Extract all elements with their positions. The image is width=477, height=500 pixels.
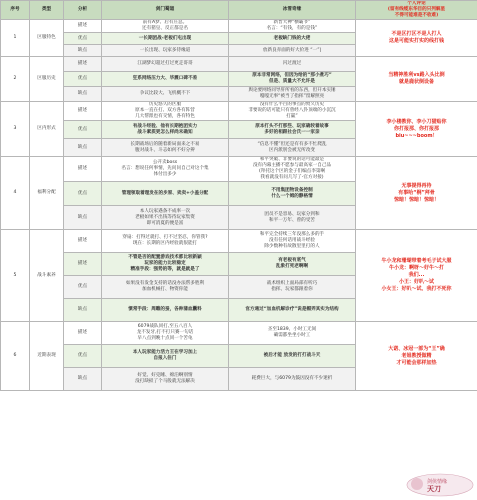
aspect-cell: 描述 xyxy=(64,57,102,72)
aspect-cell: 优点 xyxy=(64,121,102,139)
cell-text: 一长期团战-老板们屯出现 xyxy=(138,35,192,41)
cell-text: 指挥、玩家都跟着你 xyxy=(271,287,313,292)
cell-text: 嘎嘎无事“被当了指挥”留解照亮 xyxy=(259,94,325,99)
comment-line: 大诺、冰冠一部为“王”确 xyxy=(388,345,445,352)
aspect-cell: 缺点 xyxy=(64,299,102,322)
server-a-cell xyxy=(102,322,229,345)
server-a-cell xyxy=(102,45,229,57)
aspect-cell: 描述 xyxy=(64,102,102,121)
cell-text: 名言：“有钱，有的是钱” xyxy=(266,26,318,31)
comment-line: 牛小龙和珊瑚带着考毛子试大服 xyxy=(381,258,452,264)
server-b-cell xyxy=(229,182,356,206)
server-a-cell xyxy=(102,139,229,157)
cell-text: 6079战队同打,至五八百人 xyxy=(137,324,193,329)
table-row xyxy=(1,157,477,182)
cell-text: 和平完全持续三年没那么多的手 xyxy=(259,232,325,237)
cell-text: 历史悠久的区服 xyxy=(148,102,182,107)
cell-text: 穿扇：打得过就打、打不过坚忍，你管我? xyxy=(122,235,208,240)
cell-text: 狂系网络压力大、毕震口碑不差 xyxy=(132,76,198,81)
row-index: 2 xyxy=(1,57,30,102)
cell-text: 即可消夏的便是富 xyxy=(146,220,184,226)
server-a-cell xyxy=(102,182,229,206)
header-server-a: 剑门蜀道 xyxy=(102,1,229,20)
aspect-cell: 描述 xyxy=(64,253,102,276)
table-row xyxy=(1,57,477,72)
cell-text: 没打缺损了个马般就无法解决 xyxy=(135,379,195,384)
server-a-cell xyxy=(102,102,229,121)
cell-text: 和平突破、非要说的话可能最是 xyxy=(259,157,325,162)
server-a-cell xyxy=(102,276,229,299)
cell-text: 加血机械打、物资你能 xyxy=(142,287,188,292)
server-a-cell xyxy=(102,33,229,45)
aspect-cell: 优点 xyxy=(64,33,102,45)
server-b-cell xyxy=(229,121,356,139)
cell-text: 原本打头不打那些、玩家确较着故事 xyxy=(255,123,329,129)
comment-line: 当精神胜利vs路入头比倒 xyxy=(388,72,445,78)
cell-text: 不管是否的配置游戏技术都比较新颖 xyxy=(128,255,202,260)
server-b-cell xyxy=(229,157,356,182)
watermark-logo xyxy=(405,470,475,498)
comment-line: 小王：好叭～试 xyxy=(398,279,434,285)
comment-line: biu~~~boom！ xyxy=(395,132,438,139)
server-a-cell xyxy=(102,157,229,182)
cell-text: 争议比较大、飞机概不下 xyxy=(139,91,191,96)
aspect-cell: 描述 xyxy=(64,20,102,33)
cell-text: 龙不发牙,打不打只赛一句话 xyxy=(136,330,194,335)
aspect-cell: 描述 xyxy=(64,230,102,253)
server-a-cell xyxy=(102,57,229,72)
cell-text: 和平一万年、曾的受苦 xyxy=(269,217,315,223)
svg-text:剑侠情缘: 剑侠情缘 xyxy=(427,479,448,485)
server-a-cell xyxy=(102,121,229,139)
row-category: 近期表现 xyxy=(30,322,64,391)
aspect-cell: 优点 xyxy=(64,276,102,299)
row-index: 3 xyxy=(1,102,30,157)
personal-comment xyxy=(356,57,477,102)
cell-text: 闪过渡过 xyxy=(282,61,302,66)
header-note-line: (留有线缆东华目的只列解星 xyxy=(387,7,446,12)
server-b-cell xyxy=(229,139,356,157)
server-a-cell xyxy=(102,72,229,87)
server-a-cell xyxy=(102,206,229,230)
cell-text: 但是、质量大不允许是 xyxy=(269,79,315,84)
header-note-line: 不得可能难是不收难) xyxy=(394,13,439,18)
server-b-cell xyxy=(229,368,356,391)
server-a-cell xyxy=(102,299,229,322)
aspect-cell: 优点 xyxy=(64,345,102,368)
row-category: 区服特色 xyxy=(30,20,64,57)
comment-line: 老姐教授做精 xyxy=(401,352,432,359)
server-b-cell xyxy=(229,20,356,33)
row-category: 福利分配 xyxy=(30,157,64,230)
cell-text: 名言：想说任何事情，先问问自己对这个集 xyxy=(121,166,209,171)
cell-text: 老板缺门钱的大佬 xyxy=(273,35,311,41)
cell-text: 现在：长期的区内经验就很能打 xyxy=(132,241,198,246)
row-index: 4 xyxy=(1,157,30,230)
comment-line: 牛小龙：啊呀～好牛～打 xyxy=(388,265,444,271)
cell-text: 好觉、好克睡、绵泊啊别情 xyxy=(137,373,193,378)
comment-line: 小女王：好叭～试、我打不死你 xyxy=(381,286,452,292)
cell-text: 圣至1839、小时工无间 xyxy=(267,327,317,332)
personal-comment xyxy=(356,322,477,391)
cell-text: 我看就没有问几写了-官方对接) xyxy=(260,175,324,180)
cell-text: 战术组织上面局部有听巧 xyxy=(266,281,318,286)
aspect-cell: 缺点 xyxy=(64,139,102,157)
comment-line: 这是可能实打实的线打钱 xyxy=(388,38,444,44)
server-b-cell xyxy=(229,230,356,253)
cell-text: 被后才能 放发的打打战斗天 xyxy=(263,353,321,358)
cell-text: 没有内幕主播不愿参与最高家一自己品 xyxy=(252,163,332,168)
cell-text: 原本非常网络，但因为给的“那小煮巧” xyxy=(252,73,332,78)
server-b-cell xyxy=(229,33,356,45)
cell-text: 原本一直在打、双方各有阵营 xyxy=(135,108,195,113)
cell-text: 本人玩家遇条不成率一次 xyxy=(139,208,191,214)
header-server-b: 冰雪奇缘 xyxy=(229,1,356,20)
comment-line: 有事哈“桐”拜骨 xyxy=(398,189,435,196)
server-b-cell xyxy=(229,102,356,121)
aspect-cell: 缺点 xyxy=(64,206,102,230)
server-a-cell xyxy=(102,230,229,253)
cell-text: 除少数种有故散里里打的人 xyxy=(264,244,320,249)
cell-text: 区内派别会被无所改变 xyxy=(269,147,315,153)
comment-line: 不是区打区不是人打人 xyxy=(391,31,442,37)
aspect-cell: 优点 xyxy=(64,182,102,206)
cell-text: 放新良赤面的好大价进 “一”| xyxy=(262,47,322,53)
comment-line: 才可能会那样加热 xyxy=(396,359,437,366)
header-aspect: 分析 xyxy=(64,1,102,20)
header-category: 类型 xyxy=(30,1,64,20)
aspect-cell: 缺点 xyxy=(64,45,102,57)
header-idx: 序号 xyxy=(1,1,30,20)
cell-text: 非要说的话可能只有曾经八卦顶端的小沉沉 xyxy=(248,108,336,113)
aspect-cell: 描述 xyxy=(64,157,102,182)
row-index: 5 xyxy=(1,230,30,322)
cell-text: 本人玩家能力活力王在学习加上 xyxy=(132,350,198,355)
row-category: 区服历史 xyxy=(30,57,64,102)
table-row xyxy=(1,20,477,33)
table-row xyxy=(1,230,477,253)
cell-text: 打赢” xyxy=(286,114,298,119)
svg-text:天刀: 天刀 xyxy=(427,484,441,493)
personal-comment xyxy=(356,102,477,157)
cell-text: 公开卖boss xyxy=(152,160,178,165)
server-b-cell xyxy=(229,276,356,299)
cell-text: 江湖梦幻超过打过更走哥哥 xyxy=(137,61,193,66)
cell-text: 舆论要网络同导肝所看的东西，但开本实锤 xyxy=(248,88,336,93)
cell-text: 不用集团物设备控制 xyxy=(271,187,313,193)
table-body xyxy=(1,20,477,391)
aspect-cell: 缺点 xyxy=(64,87,102,102)
cell-text: 确需都坐坐小时工 xyxy=(273,333,311,338)
comment-line: 惊暗！惊暗！惊暗！ xyxy=(393,196,439,203)
header-note xyxy=(356,1,477,20)
cell-text: 惯常手段：周雕的蚕，各种蒲血囊料 xyxy=(128,307,202,312)
personal-comment xyxy=(356,230,477,322)
cell-text: 自报入住门 xyxy=(153,356,177,361)
cell-text: 战斗素质更怎么样尚未确知 xyxy=(137,129,193,135)
server-b-cell xyxy=(229,345,356,368)
cell-text: 有老板有底气 xyxy=(278,258,306,263)
cell-text: 长期战场后的随着新局面来之不易 xyxy=(130,141,200,147)
row-category: 区内形式 xyxy=(30,102,64,157)
server-a-cell xyxy=(102,253,229,276)
cell-text: 新晋大神“横霸爷” xyxy=(273,20,311,25)
header-row xyxy=(1,1,477,20)
comment-line: 你打报那、你打报那 xyxy=(393,125,439,132)
cell-text: 如果没有发金支持的话没办法帮多胜利 xyxy=(125,281,205,286)
server-a-cell xyxy=(102,345,229,368)
cell-text: 管理领取着理发在的步原、卖卖+小盖分配 xyxy=(121,190,209,196)
cell-text: 还有猪皇、反正都是名 xyxy=(142,26,188,31)
cell-text: 什么一个姆的静格情 xyxy=(271,193,313,199)
cell-text: 没有任何话用战斗经验 xyxy=(269,238,315,243)
cell-text: 多好的相跟社会氏一一家亲 xyxy=(264,129,320,135)
row-index: 1 xyxy=(1,20,30,57)
cell-text: 团员不是容易、玩家分到和 xyxy=(264,211,320,217)
cell-text: “信息不懂”但还是有有多不忙爬乱 xyxy=(257,141,327,147)
server-b-cell xyxy=(229,299,356,322)
table-row xyxy=(1,102,477,121)
cell-text: 乱象打死老啊啊 xyxy=(275,264,309,269)
server-b-cell xyxy=(229,322,356,345)
cell-text: 一长出现、玩家多待缘道 xyxy=(139,47,191,53)
server-b-cell xyxy=(229,87,356,102)
server-b-cell xyxy=(229,206,356,230)
aspect-cell: 优点 xyxy=(64,72,102,87)
cell-text: 玩家的能力比较稳定 xyxy=(144,261,186,266)
comment-line: 就是鹿状倒设备 xyxy=(398,79,434,85)
cell-text: 几大帮派也有交情，各有特色 xyxy=(135,114,195,119)
aspect-cell: 描述 xyxy=(64,322,102,345)
cell-text: 精准手段：强势的等，就是就是了 xyxy=(130,267,200,272)
cell-text: 前有A梦、后有庄总。 xyxy=(142,20,188,25)
server-b-cell xyxy=(229,45,356,57)
server-b-cell xyxy=(229,72,356,87)
row-index: 6 xyxy=(1,322,30,391)
row-category: 战斗素养 xyxy=(30,230,64,322)
server-a-cell xyxy=(102,87,229,102)
cell-text: 老板如果不出钱等待玩家集资 xyxy=(135,214,195,220)
server-a-cell xyxy=(102,20,229,33)
server-b-cell xyxy=(229,253,356,276)
cell-text: 腹对战斗、斗志如何不好分辨 xyxy=(135,147,195,153)
cell-text: (拜托这个区的金子们编点李第啊 xyxy=(258,169,326,174)
cell-text: 体付出多少 xyxy=(153,172,177,177)
aspect-cell: 缺点 xyxy=(64,368,102,391)
cell-text: 有战斗经验、他有长期抱团实力 xyxy=(132,123,198,129)
table-row xyxy=(1,322,477,345)
server-b-cell xyxy=(229,57,356,72)
cell-text: 早八点到晚十点同一个苦龟 xyxy=(137,336,193,341)
cell-text: 耗费巨大，与6079为鼓因没有不少迷折 xyxy=(251,376,333,381)
cell-text: 没有什么半百的事点的致久历史 xyxy=(259,102,325,107)
comment-line: 我们... xyxy=(408,272,425,278)
cell-text: 官方通过“加血机解诊疗”说是帽弄其实为结构 xyxy=(245,307,339,312)
personal-comment xyxy=(356,20,477,57)
personal-comment xyxy=(356,157,477,230)
comment-line: 无事提得再待 xyxy=(401,182,432,189)
header-note-line: 个人评论 xyxy=(407,1,426,6)
comment-line: 李小楼教你、李小刀猫贴你 xyxy=(386,118,447,125)
server-a-cell xyxy=(102,368,229,391)
